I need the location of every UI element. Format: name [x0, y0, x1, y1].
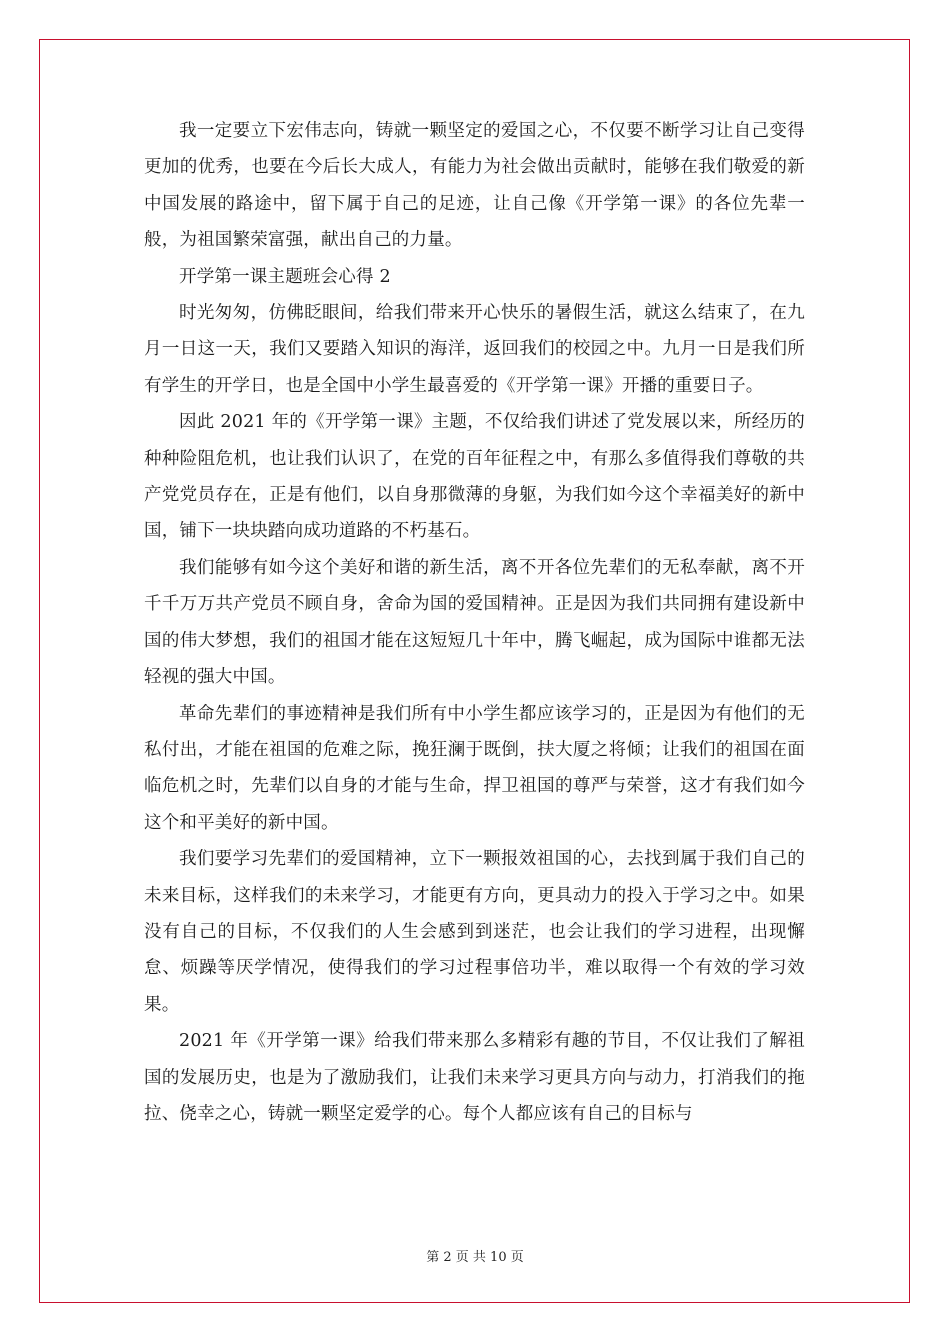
paragraph: 2021 年《开学第一课》给我们带来那么多精彩有趣的节目，不仅让我们了解祖国的发展历史，也是为了激励我们，让我们未来学习更具方向与动力，打消我们的拖拉、侥幸之心，铸就一颗坚定爱学的心。每个人都应该有自己的目标与: [144, 1031, 805, 1124]
paragraph: 我们能够有如今这个美好和谐的新生活，离不开各位先辈们的无私奉献，离不开千千万万共产党员不顾自身，舍命为国的爱国精神。正是因为我们共同拥有建设新中国的伟大梦想，我们的祖国才能在这短短几十年中，腾飞崛起，成为国际中谁都无法轻视的强大中国。: [144, 557, 805, 688]
section-heading: 开学第一课主题班会心得 2: [179, 266, 391, 287]
paragraph: 因此 2021 年的《开学第一课》主题，不仅给我们讲述了党发展以来，所经历的种种险阻危机，也让我们认识了，在党的百年征程之中，有那么多值得我们尊敬的共产党党员存在，正是有他们，以自身那微薄的身躯，为我们如今这个幸福美好的新中国，铺下一块块踏向成功道路的不朽基石。: [144, 412, 805, 542]
paragraph: 时光匆匆，仿佛眨眼间，给我们带来开心快乐的暑假生活，就这么结束了，在九月一日这一天，我们又要踏入知识的海洋，返回我们的校园之中。九月一日是我们所有学生的开学日，也是全国中小学生最喜爱的《开学第一课》开播的重要日子。: [144, 303, 805, 396]
paragraph: 革命先辈们的事迹精神是我们所有中小学生都应该学习的，正是因为有他们的无私付出，才能在祖国的危难之际，挽狂澜于既倒，扶大厦之将倾；让我们的祖国在面临危机之时，先辈们以自身的才能与生命，捍卫祖国的尊严与荣誉，这才有我们如今这个和平美好的新中国。: [144, 703, 805, 833]
paragraph: 我们要学习先辈们的爱国精神，立下一颗报效祖国的心，去找到属于我们自己的未来目标，这样我们的未来学习，才能更有方向，更具动力的投入于学习之中。如果没有自己的目标，不仅我们的人生会感到到迷茫，也会让我们的学习进程，出现懈怠、烦躁等厌学情况，使得我们的学习过程事倍功半，难以取得一个有效的学习效果。: [144, 849, 805, 1015]
page-footer: 第 2 页 共 10 页: [426, 1250, 524, 1265]
document-body: [144, 113, 805, 1132]
paragraph: 我一定要立下宏伟志向，铸就一颗坚定的爱国之心，不仅要不断学习让自己变得更加的优秀，也要在今后长大成人，有能力为社会做出贡献时，能够在我们敬爱的新中国发展的路途中，留下属于自己的足迹，让自己像《开学第一课》的各位先辈一般，为祖国繁荣富强，献出自己的力量。: [144, 121, 805, 251]
